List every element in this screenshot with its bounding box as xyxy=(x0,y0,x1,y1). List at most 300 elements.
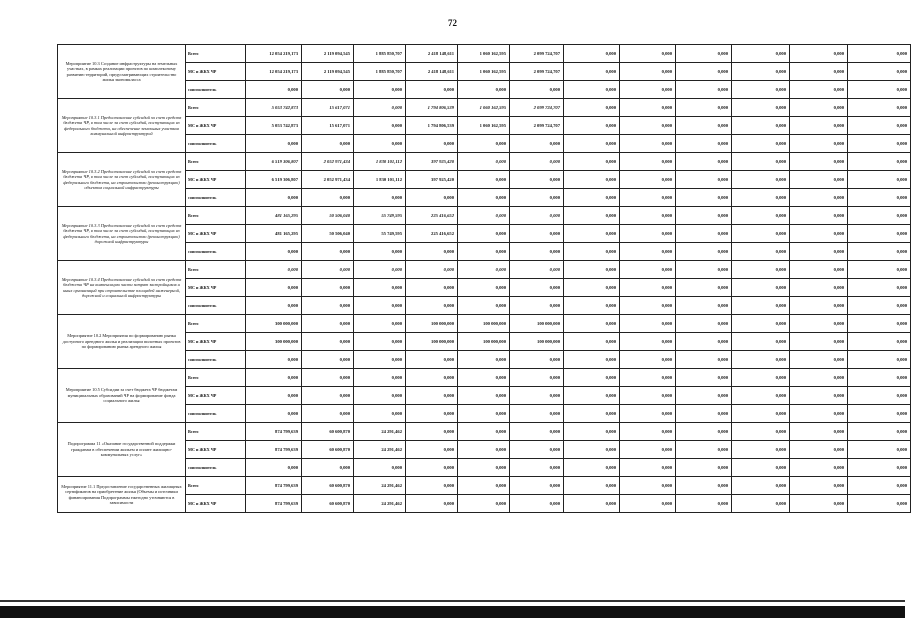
amount-cell: 2 119 094,545 xyxy=(302,45,354,63)
amount-cell: 0,000 xyxy=(676,63,732,81)
amount-cell: 0,000 xyxy=(564,189,620,207)
table-row xyxy=(58,99,911,117)
amount-cell: 0,000 xyxy=(676,351,732,369)
amount-cell: 0,000 xyxy=(564,279,620,297)
amount-cell: 0,000 xyxy=(458,297,510,315)
amount-cell: 0,000 xyxy=(732,477,790,495)
amount-cell: 0,000 xyxy=(732,369,790,387)
amount-cell: 0,000 xyxy=(458,153,510,171)
funding-source: соисполнитель xyxy=(186,135,246,153)
amount-cell: 0,000 xyxy=(848,63,911,81)
amount-cell: 0,000 xyxy=(732,225,790,243)
amount-cell: 0,000 xyxy=(848,117,911,135)
amount-cell: 100 000,000 xyxy=(406,315,458,333)
amount-cell: 0,000 xyxy=(790,405,848,423)
amount-cell: 0,000 xyxy=(848,387,911,405)
funding-source: Всего xyxy=(186,153,246,171)
amount-cell: 0,000 xyxy=(790,333,848,351)
amount-cell: 0,000 xyxy=(510,297,564,315)
amount-cell: 2 099 724,707 xyxy=(510,45,564,63)
amount-cell: 6 519 306,807 xyxy=(246,153,302,171)
amount-cell: 0,000 xyxy=(406,387,458,405)
amount-cell: 0,000 xyxy=(354,99,406,117)
table-row xyxy=(58,315,911,333)
amount-cell: 0,000 xyxy=(732,171,790,189)
amount-cell: 0,000 xyxy=(458,189,510,207)
table-row xyxy=(58,189,911,207)
amount-cell: 0,000 xyxy=(732,279,790,297)
funding-source: МС и ЖКХ ЧР xyxy=(186,63,246,81)
amount-cell: 0,000 xyxy=(620,315,676,333)
amount-cell: 1 060 162,595 xyxy=(458,45,510,63)
amount-cell: 0,000 xyxy=(458,225,510,243)
amount-cell: 0,000 xyxy=(510,189,564,207)
amount-cell: 0,000 xyxy=(620,369,676,387)
amount-cell: 0,000 xyxy=(354,117,406,135)
amount-cell: 0,000 xyxy=(732,63,790,81)
amount-cell: 100 000,000 xyxy=(458,333,510,351)
funding-source: МС и ЖКХ ЧР xyxy=(186,441,246,459)
activity-name: Мероприятие 10.3 Создание инфраструктуры на земельных участках, в рамках реализации проектов по комплексному развитию территорий, предусматривающих строительство жилья экономкласса xyxy=(58,45,186,99)
amount-cell: 0,000 xyxy=(302,369,354,387)
scan-edge-bar xyxy=(0,606,905,618)
amount-cell: 0,000 xyxy=(354,279,406,297)
amount-cell: 0,000 xyxy=(564,45,620,63)
amount-cell: 0,000 xyxy=(620,153,676,171)
amount-cell: 0,000 xyxy=(676,369,732,387)
amount-cell: 0,000 xyxy=(564,459,620,477)
amount-cell: 0,000 xyxy=(676,315,732,333)
amount-cell: 1 794 806,539 xyxy=(406,99,458,117)
table-row xyxy=(58,333,911,351)
funding-source: соисполнитель xyxy=(186,297,246,315)
activity-name: Мероприятие 10.3.4 Предоставление субсидий за счет средств бюджета ЧР на компенсацию части затрат застройщиков и иных организаций при строительстве площадей инженерной, дорожной и социальной инфраструктуры xyxy=(58,261,186,315)
amount-cell: 0,000 xyxy=(620,441,676,459)
amount-cell: 397 925,420 xyxy=(406,153,458,171)
amount-cell: 0,000 xyxy=(620,477,676,495)
amount-cell: 0,000 xyxy=(848,45,911,63)
amount-cell: 0,000 xyxy=(510,135,564,153)
funding-source: МС и ЖКХ ЧР xyxy=(186,333,246,351)
amount-cell: 2 099 724,707 xyxy=(510,99,564,117)
amount-cell: 0,000 xyxy=(302,261,354,279)
amount-cell: 0,000 xyxy=(564,423,620,441)
table-row xyxy=(58,351,911,369)
amount-cell: 0,000 xyxy=(732,117,790,135)
table-row xyxy=(58,225,911,243)
amount-cell: 0,000 xyxy=(564,99,620,117)
amount-cell: 0,000 xyxy=(458,351,510,369)
amount-cell: 0,000 xyxy=(732,423,790,441)
amount-cell: 0,000 xyxy=(790,369,848,387)
amount-cell: 0,000 xyxy=(354,333,406,351)
amount-cell: 0,000 xyxy=(676,135,732,153)
amount-cell: 0,000 xyxy=(620,99,676,117)
amount-cell: 0,000 xyxy=(676,153,732,171)
amount-cell: 0,000 xyxy=(564,261,620,279)
amount-cell: 24 291,462 xyxy=(354,495,406,513)
amount-cell: 0,000 xyxy=(564,207,620,225)
amount-cell: 60 600,870 xyxy=(302,423,354,441)
amount-cell: 0,000 xyxy=(620,243,676,261)
amount-cell: 0,000 xyxy=(848,441,911,459)
amount-cell: 100 000,000 xyxy=(510,333,564,351)
amount-cell: 0,000 xyxy=(302,315,354,333)
funding-source: МС и ЖКХ ЧР xyxy=(186,387,246,405)
amount-cell: 1 830 101,112 xyxy=(354,153,406,171)
amount-cell: 0,000 xyxy=(246,387,302,405)
amount-cell: 0,000 xyxy=(302,135,354,153)
amount-cell: 0,000 xyxy=(246,189,302,207)
amount-cell: 0,000 xyxy=(510,405,564,423)
amount-cell: 0,000 xyxy=(302,333,354,351)
amount-cell: 100 000,000 xyxy=(406,333,458,351)
amount-cell: 0,000 xyxy=(564,135,620,153)
amount-cell: 0,000 xyxy=(406,243,458,261)
amount-cell: 0,000 xyxy=(790,207,848,225)
amount-cell: 0,000 xyxy=(458,441,510,459)
amount-cell: 0,000 xyxy=(732,135,790,153)
amount-cell: 0,000 xyxy=(510,459,564,477)
amount-cell: 0,000 xyxy=(458,135,510,153)
amount-cell: 0,000 xyxy=(676,297,732,315)
amount-cell: 481 165,295 xyxy=(246,207,302,225)
amount-cell: 0,000 xyxy=(406,459,458,477)
amount-cell: 0,000 xyxy=(354,369,406,387)
table-row xyxy=(58,477,911,495)
amount-cell: 0,000 xyxy=(732,261,790,279)
amount-cell: 0,000 xyxy=(564,315,620,333)
amount-cell: 0,000 xyxy=(620,117,676,135)
amount-cell: 0,000 xyxy=(302,279,354,297)
amount-cell: 0,000 xyxy=(848,423,911,441)
amount-cell: 0,000 xyxy=(848,135,911,153)
amount-cell: 0,000 xyxy=(848,495,911,513)
amount-cell: 0,000 xyxy=(732,99,790,117)
table-row xyxy=(58,63,911,81)
amount-cell: 0,000 xyxy=(510,153,564,171)
amount-cell: 0,000 xyxy=(354,387,406,405)
amount-cell: 0,000 xyxy=(458,279,510,297)
amount-cell: 6 519 306,807 xyxy=(246,171,302,189)
amount-cell: 0,000 xyxy=(510,441,564,459)
amount-cell: 0,000 xyxy=(848,405,911,423)
amount-cell: 24 291,462 xyxy=(354,423,406,441)
amount-cell: 0,000 xyxy=(458,369,510,387)
amount-cell: 0,000 xyxy=(676,261,732,279)
amount-cell: 0,000 xyxy=(620,297,676,315)
amount-cell: 0,000 xyxy=(564,369,620,387)
amount-cell: 0,000 xyxy=(732,495,790,513)
amount-cell: 0,000 xyxy=(564,171,620,189)
amount-cell: 0,000 xyxy=(732,297,790,315)
amount-cell: 0,000 xyxy=(564,81,620,99)
amount-cell: 24 291,462 xyxy=(354,441,406,459)
amount-cell: 0,000 xyxy=(354,135,406,153)
amount-cell: 0,000 xyxy=(676,387,732,405)
amount-cell: 0,000 xyxy=(564,351,620,369)
amount-cell: 0,000 xyxy=(510,477,564,495)
amount-cell: 2 052 971,434 xyxy=(302,171,354,189)
amount-cell: 0,000 xyxy=(354,189,406,207)
amount-cell: 0,000 xyxy=(406,135,458,153)
amount-cell: 0,000 xyxy=(620,261,676,279)
amount-cell: 0,000 xyxy=(246,369,302,387)
amount-cell: 2 418 148,611 xyxy=(406,63,458,81)
amount-cell: 0,000 xyxy=(848,153,911,171)
amount-cell: 0,000 xyxy=(848,207,911,225)
amount-cell: 300 000,000 xyxy=(246,333,302,351)
amount-cell: 0,000 xyxy=(510,495,564,513)
amount-cell: 0,000 xyxy=(458,477,510,495)
amount-cell: 0,000 xyxy=(732,351,790,369)
amount-cell: 0,000 xyxy=(848,189,911,207)
amount-cell: 2 052 971,434 xyxy=(302,153,354,171)
amount-cell: 0,000 xyxy=(732,387,790,405)
amount-cell: 0,000 xyxy=(676,225,732,243)
amount-cell: 0,000 xyxy=(676,189,732,207)
amount-cell: 0,000 xyxy=(458,207,510,225)
amount-cell: 0,000 xyxy=(732,153,790,171)
amount-cell: 0,000 xyxy=(848,369,911,387)
table-row xyxy=(58,495,911,513)
amount-cell: 0,000 xyxy=(848,351,911,369)
amount-cell: 0,000 xyxy=(302,387,354,405)
amount-cell: 55 749,595 xyxy=(354,225,406,243)
amount-cell: 0,000 xyxy=(790,171,848,189)
amount-cell: 1 885 850,707 xyxy=(354,63,406,81)
amount-cell: 0,000 xyxy=(790,477,848,495)
amount-cell: 0,000 xyxy=(564,333,620,351)
funding-source: Всего xyxy=(186,207,246,225)
amount-cell: 0,000 xyxy=(848,171,911,189)
amount-cell: 0,000 xyxy=(620,423,676,441)
amount-cell: 0,000 xyxy=(620,63,676,81)
amount-cell: 0,000 xyxy=(354,261,406,279)
amount-cell: 300 000,000 xyxy=(246,315,302,333)
amount-cell: 1 794 806,539 xyxy=(406,117,458,135)
amount-cell: 1 830 101,112 xyxy=(354,171,406,189)
amount-cell: 2 119 094,545 xyxy=(302,63,354,81)
amount-cell: 2 099 724,707 xyxy=(510,117,564,135)
funding-source: МС и ЖКХ ЧР xyxy=(186,495,246,513)
scan-edge-line xyxy=(0,600,905,602)
amount-cell: 24 291,462 xyxy=(354,477,406,495)
amount-cell: 100 000,000 xyxy=(510,315,564,333)
amount-cell: 0,000 xyxy=(848,477,911,495)
amount-cell: 1 060 162,595 xyxy=(458,99,510,117)
table-row xyxy=(58,459,911,477)
table-row xyxy=(58,387,911,405)
amount-cell: 0,000 xyxy=(246,243,302,261)
amount-cell: 0,000 xyxy=(302,243,354,261)
amount-cell: 0,000 xyxy=(790,351,848,369)
funding-source: МС и ЖКХ ЧР xyxy=(186,279,246,297)
amount-cell: 0,000 xyxy=(354,81,406,99)
amount-cell: 0,000 xyxy=(620,387,676,405)
amount-cell: 0,000 xyxy=(848,261,911,279)
amount-cell: 50 506,040 xyxy=(302,225,354,243)
amount-cell: 0,000 xyxy=(790,315,848,333)
amount-cell: 0,000 xyxy=(620,495,676,513)
amount-cell: 0,000 xyxy=(302,297,354,315)
amount-cell: 0,000 xyxy=(790,441,848,459)
amount-cell: 0,000 xyxy=(732,207,790,225)
amount-cell: 0,000 xyxy=(246,261,302,279)
amount-cell: 0,000 xyxy=(620,207,676,225)
amount-cell: 0,000 xyxy=(246,459,302,477)
amount-cell: 0,000 xyxy=(790,81,848,99)
amount-cell: 0,000 xyxy=(676,477,732,495)
table-row xyxy=(58,297,911,315)
amount-cell: 1 060 162,595 xyxy=(458,117,510,135)
amount-cell: 0,000 xyxy=(790,225,848,243)
amount-cell: 0,000 xyxy=(848,297,911,315)
amount-cell: 0,000 xyxy=(302,351,354,369)
amount-cell: 0,000 xyxy=(510,261,564,279)
amount-cell: 0,000 xyxy=(564,297,620,315)
amount-cell: 0,000 xyxy=(246,351,302,369)
amount-cell: 0,000 xyxy=(790,135,848,153)
amount-cell: 0,000 xyxy=(354,315,406,333)
table-row xyxy=(58,405,911,423)
table-row xyxy=(58,153,911,171)
funding-source: Всего xyxy=(186,261,246,279)
amount-cell: 12 054 219,173 xyxy=(246,45,302,63)
table-row xyxy=(58,243,911,261)
amount-cell: 0,000 xyxy=(510,279,564,297)
amount-cell: 0,000 xyxy=(458,243,510,261)
amount-cell: 5 053 742,873 xyxy=(246,117,302,135)
amount-cell: 0,000 xyxy=(354,459,406,477)
amount-cell: 0,000 xyxy=(406,423,458,441)
table-row xyxy=(58,171,911,189)
amount-cell: 0,000 xyxy=(676,405,732,423)
amount-cell: 55 749,595 xyxy=(354,207,406,225)
amount-cell: 0,000 xyxy=(676,117,732,135)
table-row xyxy=(58,81,911,99)
table-body xyxy=(58,45,911,513)
amount-cell: 0,000 xyxy=(510,225,564,243)
amount-cell: 0,000 xyxy=(246,279,302,297)
amount-cell: 5 053 742,873 xyxy=(246,99,302,117)
amount-cell: 0,000 xyxy=(732,81,790,99)
amount-cell: 0,000 xyxy=(676,333,732,351)
amount-cell: 0,000 xyxy=(302,189,354,207)
amount-cell: 0,000 xyxy=(676,45,732,63)
amount-cell: 0,000 xyxy=(406,261,458,279)
amount-cell: 0,000 xyxy=(848,99,911,117)
activity-name: Мероприятие 10.3.3 Предоставление субсидий за счет средств бюджета ЧР, в том числе за счет субсидий, поступающих из федерального бюджета, на строительство (реконструкцию) дорожной инфраструктуры xyxy=(58,207,186,261)
amount-cell: 0,000 xyxy=(620,459,676,477)
activity-name: Мероприятие 10.3.1 Предоставление субсидий за счет средств бюджета ЧР, в том числе за счет субсидий, поступающих из федерального бюджета, на обеспечение земельных участков коммунальной инфраструктурой xyxy=(58,99,186,153)
amount-cell: 0,000 xyxy=(564,243,620,261)
amount-cell: 0,000 xyxy=(620,45,676,63)
funding-source: Всего xyxy=(186,315,246,333)
amount-cell: 0,000 xyxy=(458,459,510,477)
amount-cell: 60 600,870 xyxy=(302,441,354,459)
amount-cell: 0,000 xyxy=(732,189,790,207)
amount-cell: 0,000 xyxy=(790,153,848,171)
amount-cell: 481 165,295 xyxy=(246,225,302,243)
table-row xyxy=(58,117,911,135)
amount-cell: 0,000 xyxy=(406,81,458,99)
amount-cell: 0,000 xyxy=(510,423,564,441)
amount-cell: 0,000 xyxy=(564,225,620,243)
amount-cell: 0,000 xyxy=(790,387,848,405)
amount-cell: 0,000 xyxy=(848,279,911,297)
amount-cell: 0,000 xyxy=(302,459,354,477)
amount-cell: 15 617,071 xyxy=(302,117,354,135)
amount-cell: 0,000 xyxy=(848,81,911,99)
amount-cell: 0,000 xyxy=(620,189,676,207)
amount-cell: 0,000 xyxy=(848,459,911,477)
funding-source: МС и ЖКХ ЧР xyxy=(186,171,246,189)
funding-source: Всего xyxy=(186,99,246,117)
amount-cell: 1 885 850,707 xyxy=(354,45,406,63)
amount-cell: 0,000 xyxy=(676,171,732,189)
table-row xyxy=(58,261,911,279)
funding-source: МС и ЖКХ ЧР xyxy=(186,117,246,135)
amount-cell: 1 060 162,595 xyxy=(458,63,510,81)
amount-cell: 0,000 xyxy=(790,459,848,477)
amount-cell: 0,000 xyxy=(790,117,848,135)
amount-cell: 2 099 724,707 xyxy=(510,63,564,81)
amount-cell: 0,000 xyxy=(732,441,790,459)
amount-cell: 874 799,639 xyxy=(246,495,302,513)
amount-cell: 0,000 xyxy=(458,261,510,279)
amount-cell: 0,000 xyxy=(458,387,510,405)
amount-cell: 0,000 xyxy=(676,495,732,513)
amount-cell: 0,000 xyxy=(732,333,790,351)
amount-cell: 0,000 xyxy=(676,81,732,99)
amount-cell: 0,000 xyxy=(302,81,354,99)
amount-cell: 0,000 xyxy=(458,423,510,441)
amount-cell: 0,000 xyxy=(406,297,458,315)
amount-cell: 0,000 xyxy=(406,477,458,495)
amount-cell: 0,000 xyxy=(458,405,510,423)
amount-cell: 0,000 xyxy=(620,171,676,189)
amount-cell: 0,000 xyxy=(406,441,458,459)
amount-cell: 0,000 xyxy=(246,135,302,153)
amount-cell: 0,000 xyxy=(510,243,564,261)
funding-source: соисполнитель xyxy=(186,189,246,207)
amount-cell: 15 617,071 xyxy=(302,99,354,117)
amount-cell: 0,000 xyxy=(564,63,620,81)
amount-cell: 0,000 xyxy=(620,333,676,351)
amount-cell: 0,000 xyxy=(406,369,458,387)
activity-name: Подпрограмма 11 «Оказание государственной поддержки гражданам в обеспечении жильем и оплате жилищно-коммунальных услуг» xyxy=(58,423,186,477)
funding-source: соисполнитель xyxy=(186,351,246,369)
amount-cell: 0,000 xyxy=(620,81,676,99)
amount-cell: 0,000 xyxy=(676,99,732,117)
amount-cell: 0,000 xyxy=(790,279,848,297)
amount-cell: 0,000 xyxy=(406,405,458,423)
table-row xyxy=(58,441,911,459)
table-row xyxy=(58,369,911,387)
amount-cell: 0,000 xyxy=(848,243,911,261)
amount-cell: 0,000 xyxy=(510,81,564,99)
amount-cell: 0,000 xyxy=(246,81,302,99)
amount-cell: 0,000 xyxy=(564,387,620,405)
amount-cell: 0,000 xyxy=(510,207,564,225)
amount-cell: 2 418 148,611 xyxy=(406,45,458,63)
activity-name: Мероприятие 10.2 Мероприятия по формированию рынка доступного арендного жилья и реализации пилотных проектов по формированию рынка арендного жилья xyxy=(58,315,186,369)
amount-cell: 0,000 xyxy=(564,495,620,513)
amount-cell: 225 416,652 xyxy=(406,225,458,243)
table-row xyxy=(58,135,911,153)
amount-cell: 50 506,040 xyxy=(302,207,354,225)
